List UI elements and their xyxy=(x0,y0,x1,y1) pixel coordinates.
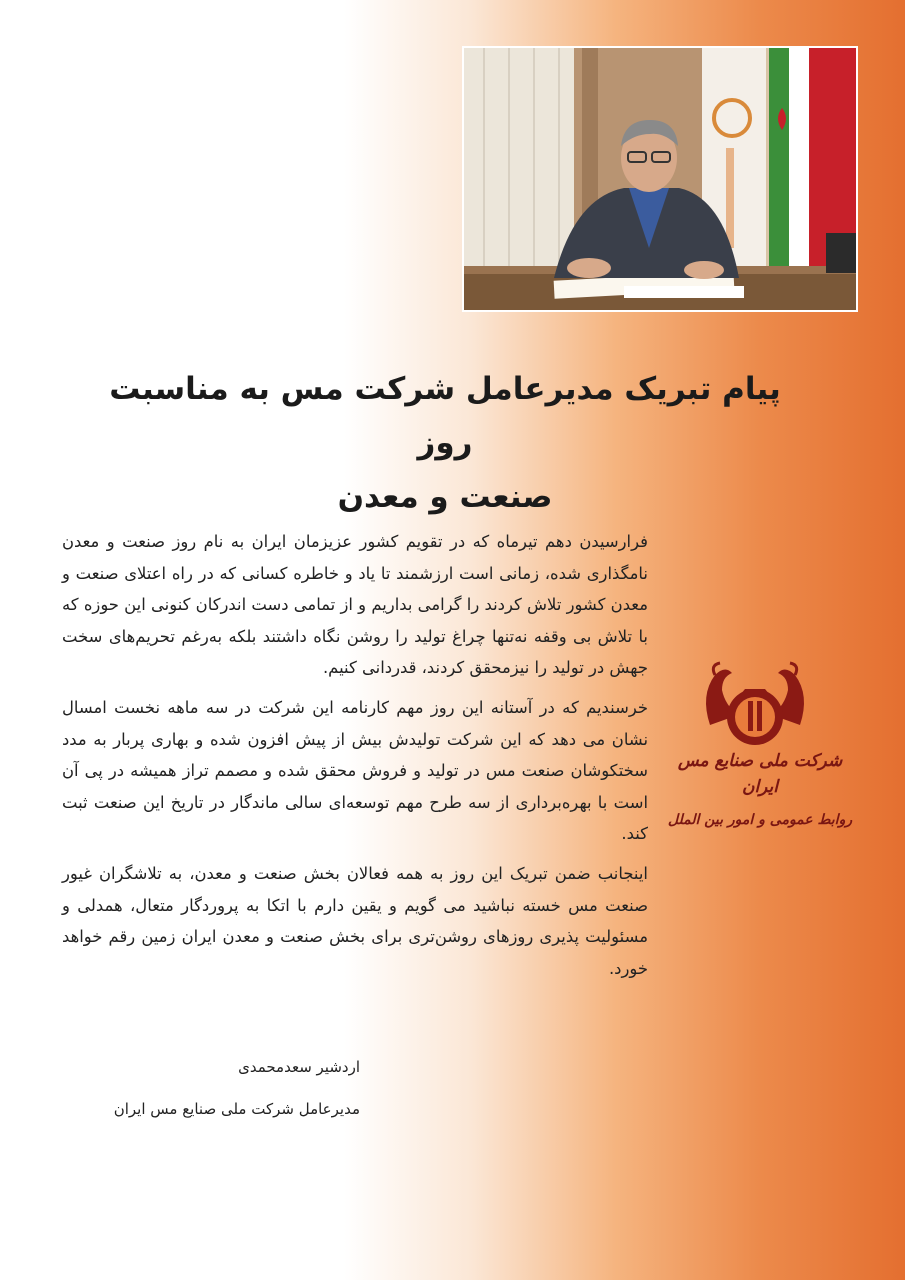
ceo-photo xyxy=(462,46,858,312)
paragraph-3: اینجانب ضمن تبریک این روز به همه فعالان بخش صنعت و معدن، به تلاشگران غیور صنعت مس خسته نباشید می گویم و یقین دارم با اتکا به پروردگار متعال، همدلی و مسئولیت پذیری روزهای روشن‌تری برای بخش صنعت و معدن ایران زمین رقم خواهد خورد. xyxy=(62,863,648,978)
message-title xyxy=(80,362,810,524)
signatory-position: مدیرعامل شرکت ملی صنایع مس ایران xyxy=(113,1100,360,1118)
signatory-name: اردشیر سعدمحمدی xyxy=(238,1058,360,1076)
paragraph-1: فرارسیدن دهم تیرماه که در تقویم کشور عزیزمان ایران به نام روز صنعت و معدن نامگذاری شده، زمانی است ارزشمند تا یاد و خاطره کسانی که در راه اعتلای صنعت و معدن کشور تلاش کردند را گرامی بداریم و از تمامی دست اندرکان کنونی این حوزه که با تلاش بی وقفه نه‌تنها چراغ تولید را روشن نگاه داشتند بلکه به‌رغم تحریم‌های سخت جهش در تولید را نیزمحقق کردند، قدردانی کنیم. xyxy=(62,532,648,678)
message-body xyxy=(62,526,648,992)
signature-block xyxy=(60,1052,360,1136)
logo-company-name: شرکت ملی صنایع مس ایران xyxy=(677,751,843,797)
logo-caption xyxy=(660,748,860,840)
title-line-1: پیام تبریک مدیرعامل شرکت مس به مناسبت روز xyxy=(109,371,781,461)
paragraph-2: خرسندیم که در آستانه این روز مهم کارنامه این شرکت در سه ماهه نخست امسال نشان می دهد که این شرکت تولیدش بیش از پیش افزون شده و بهاری پربار به مدد سختکوشان صنعت مس در تولید و فروش محقق شده و مصمم تراز همیشه در پی آن است با بهره‌برداری از سه طرح مهم توسعه‌ای سالی ماندگار در تاریخ این صنعت ثبت کند. xyxy=(62,697,648,844)
title-line-2: صنعت و معدن xyxy=(337,479,553,515)
logo-department-name: روابط عمومی و امور بین الملل xyxy=(667,812,853,828)
